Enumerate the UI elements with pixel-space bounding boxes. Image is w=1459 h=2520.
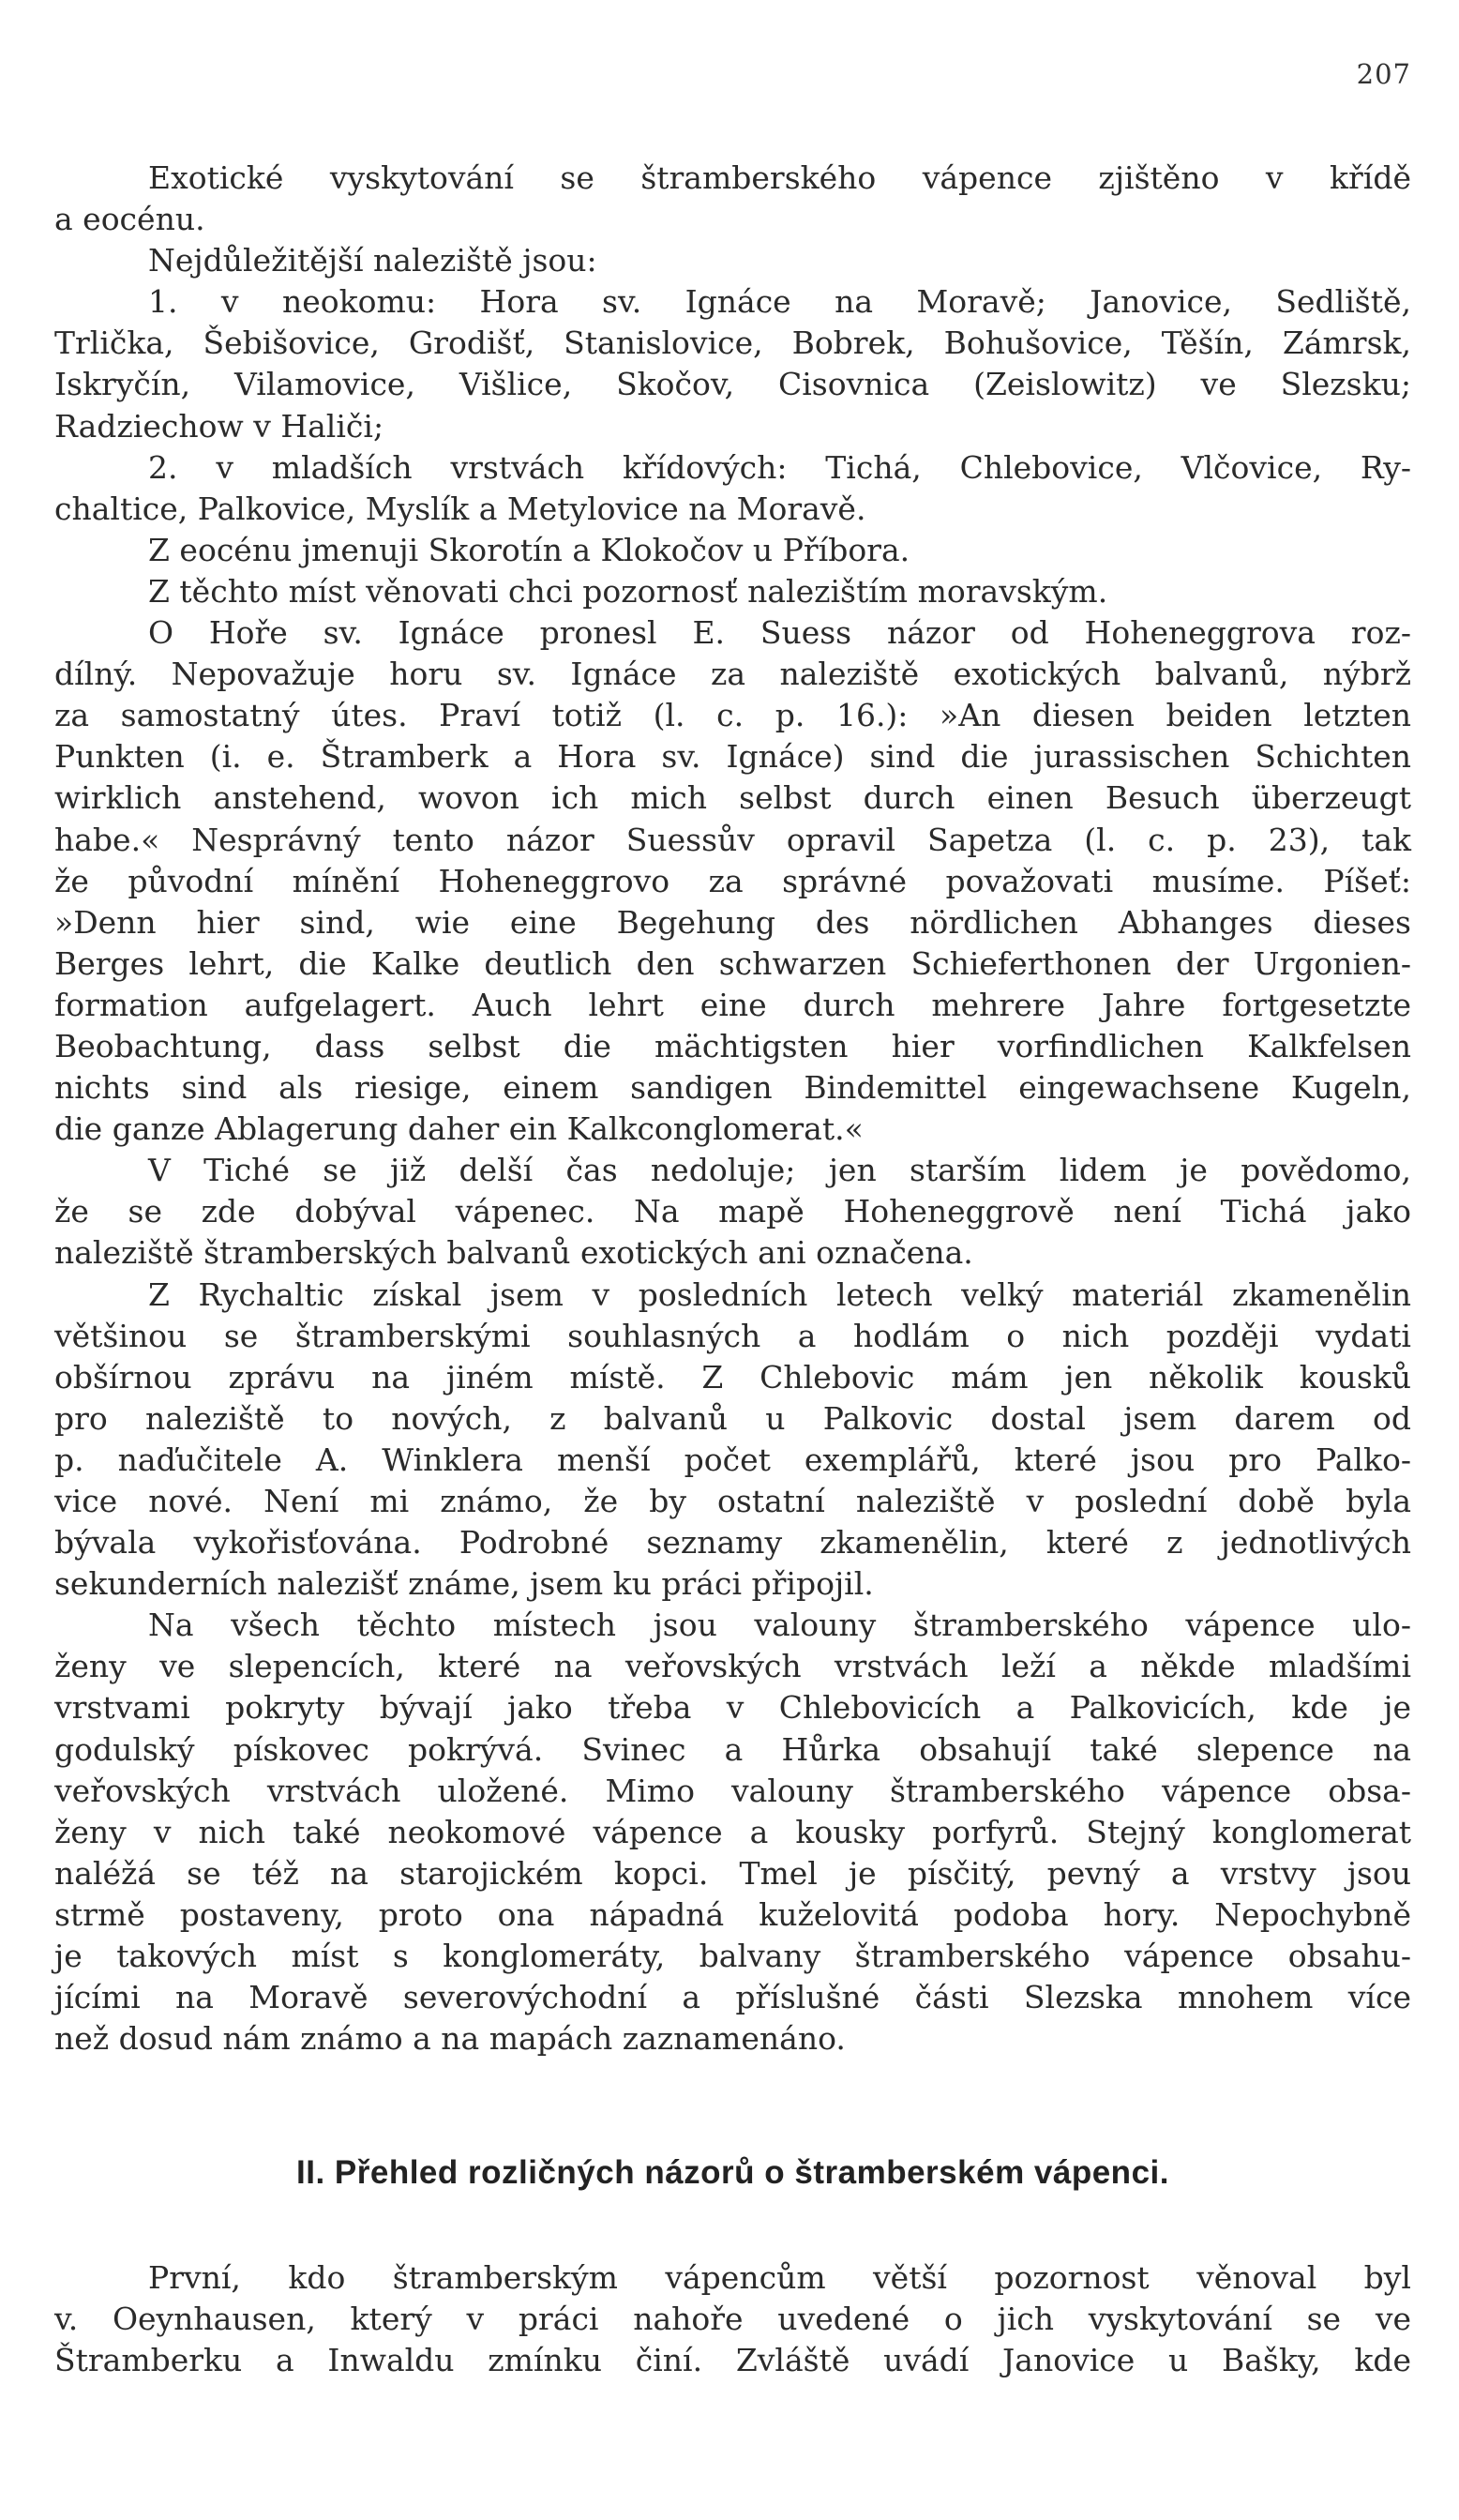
section-heading: II. Přehled rozličných názorů o štramberském vápenci.: [296, 2154, 1169, 2191]
text-line: než dosud nám známo a na mapách zaznamenáno.: [54, 2020, 846, 2058]
text-line: Štramberku a Inwaldu zmínku činí. Zvláště uvádí Janovice u Bašky, kde: [54, 2342, 1411, 2378]
text-line: většinou se štramberskými souhlasných a hodlám o nich později vydati: [54, 1317, 1411, 1354]
text-line: ženy ve slepencích, které na veřovských vrstvách leží a někde mladšími: [54, 1648, 1411, 1685]
text-line: wirklich anstehend, wovon ich mich selbst durch einen Besuch überzeugt: [54, 779, 1411, 817]
text-line: Radziechow v Haliči;: [54, 407, 384, 445]
text-line: Berges lehrt, die Kalke deutlich den schwarzen Schieferthonen der Urgonien-: [54, 944, 1411, 982]
text-line: formation aufgelagert. Auch lehrt eine durch mehrere Jahre fortgesetzte: [54, 986, 1411, 1023]
text-line: Beobachtung, dass selbst die mächtigsten hier vorfindlichen Kalkfelsen: [54, 1027, 1411, 1064]
text-line: Nejdůležitější naleziště jsou:: [148, 242, 597, 279]
text-line: obšírnou zprávu na jiném místě. Z Chlebovic mám jen několik kousků: [54, 1358, 1411, 1396]
text-line: dílný. Nepovažuje horu sv. Ignáce za naleziště exotických balvanů, nýbrž: [54, 656, 1411, 693]
text-line: v. Oeynhausen, který v práci nahoře uvedené o jich vyskytování se ve: [54, 2301, 1411, 2337]
text-line: vice nové. Není mi známo, že by ostatní naleziště v poslední době byla: [54, 1483, 1411, 1519]
text-line: chaltice, Palkovice, Myslík a Metylovice na Moravě.: [54, 490, 866, 527]
text-line: jícími na Moravě severovýchodní a příslušné části Slezska mnohem více: [54, 1979, 1411, 2016]
text-line: Z eocénu jmenuji Skorotín a Klokočov u Příbora.: [148, 531, 910, 568]
text-line: nichts sind als riesige, einem sandigen Bindemittel eingewachsene Kugeln,: [54, 1069, 1411, 1107]
page-number: 207: [1356, 58, 1411, 90]
text-line: die ganze Ablagerung daher ein Kalkconglomerat.«: [54, 1110, 864, 1148]
text-line: strmě postaveny, proto ona nápadná kuželovitá podoba hory. Nepochybně: [54, 1895, 1411, 1933]
text-line: a eocénu.: [54, 201, 205, 238]
text-line: 2. v mladších vrstvách křídových: Tichá, Chlebovice, Vlčovice, Ry-: [148, 448, 1411, 486]
text-line: První, kdo štramberským vápencům větší pozornost věnoval byl: [148, 2259, 1411, 2296]
text-line: p. naďučitele A. Winklera menší počet exemplářů, které jsou pro Palko-: [54, 1441, 1411, 1478]
text-line: O Hoře sv. Ignáce pronesl E. Suess názor od Hoheneggrova roz-: [148, 614, 1411, 652]
body-text-section-2: [54, 2257, 1411, 2381]
text-line: 1. v neokomu: Hora sv. Ignáce na Moravě; Janovice, Sedliště,: [148, 283, 1411, 321]
text-line: Trlička, Šebišovice, Grodišť, Stanislovice, Bobrek, Bohušovice, Těšín, Zámrsk,: [54, 324, 1411, 362]
text-line: ženy v nich také neokomové vápence a kousky porfyrů. Stejný konglomerat: [54, 1813, 1411, 1850]
text-line: za samostatný útes. Praví totiž (l. c. p. 16.): »An diesen beiden letzten: [54, 697, 1411, 734]
text-line: sekunderních nalezišť známe, jsem ku práci připojil.: [54, 1565, 874, 1603]
text-line: Na všech těchto místech jsou valouny štramberského vápence ulo-: [148, 1607, 1411, 1644]
text-line: vrstvami pokryty bývají jako třeba v Chlebovicích a Palkovicích, kde je: [54, 1689, 1411, 1727]
text-line: V Tiché se již delší čas nedoluje; jen starším lidem je povědomo,: [148, 1152, 1411, 1189]
text-line: naléžá se též na starojickém kopci. Tmel je písčitý, pevný a vrstvy jsou: [54, 1854, 1411, 1892]
text-line: že se zde dobýval vápenec. Na mapě Hoheneggrově není Tichá jako: [54, 1193, 1411, 1230]
text-line: Iskryčín, Vilamovice, Višlice, Skočov, Cisovnica (Zeislowitz) ve Slezsku;: [54, 366, 1411, 403]
text-line: naleziště štramberských balvanů exotických ani označena.: [54, 1234, 973, 1272]
text-line: je takových míst s konglomeráty, balvany štramberského vápence obsahu-: [54, 1938, 1411, 1975]
text-line: Punkten (i. e. Štramberk a Hora sv. Ignáce) sind die jurassischen Schichten: [54, 738, 1411, 776]
text-line: habe.« Nesprávný tento názor Suessův opravil Sapetza (l. c. p. 23), tak: [54, 821, 1411, 858]
text-line: pro naleziště to nových, z balvanů u Palkovic dostal jsem darem od: [54, 1399, 1411, 1437]
text-line: Z těchto míst věnovati chci pozornosť nalezištím moravským.: [148, 572, 1108, 610]
text-line: Z Rychaltic získal jsem v posledních letech velký materiál zkamenělin: [148, 1275, 1411, 1313]
text-line: Exotické vyskytování se štramberského vápence zjištěno v křídě: [148, 159, 1411, 196]
body-text-section-1: [54, 158, 1411, 2060]
text-line: veřovských vrstvách uložené. Mimo valouny štramberského vápence obsa-: [54, 1772, 1411, 1809]
text-line: godulský pískovec pokrývá. Svinec a Hůrka obsahují také slepence na: [54, 1730, 1411, 1768]
text-line: »Denn hier sind, wie eine Begehung des nördlichen Abhanges dieses: [54, 903, 1411, 941]
text-line: že původní mínění Hoheneggrovo za správné považovati musíme. Píšeť:: [54, 862, 1411, 899]
text-line: bývala vykořisťována. Podrobné seznamy zkamenělin, které z jednotlivých: [54, 1524, 1411, 1562]
